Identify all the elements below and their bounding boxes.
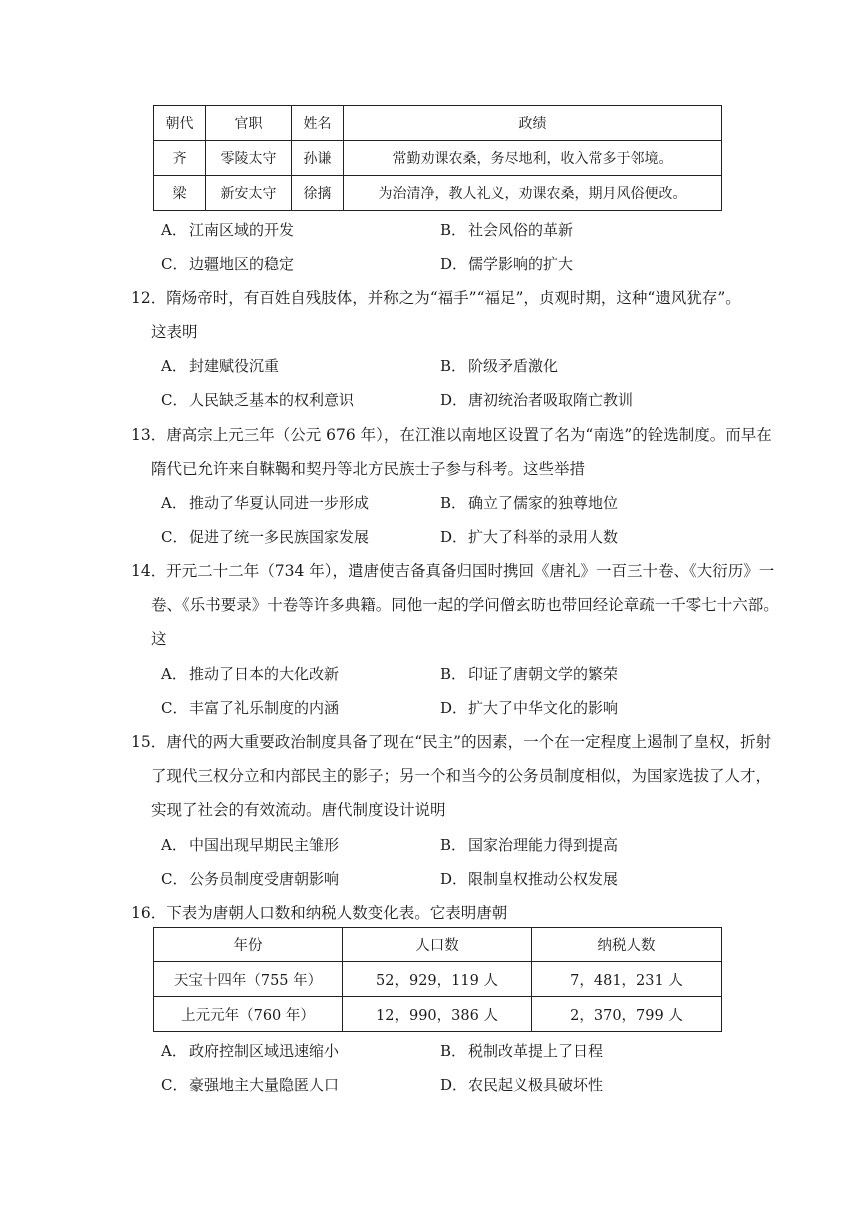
option-label: A． [161, 221, 187, 239]
option-b[interactable] [440, 219, 573, 240]
option-label: D． [440, 699, 468, 717]
option-label: B． [440, 665, 467, 683]
population-table [153, 927, 722, 1032]
option-label: C． [161, 699, 188, 717]
table-cell: 为治清净，教人礼义，劝课农桑，期月风俗便改。 [344, 176, 722, 211]
option-b[interactable] [440, 492, 618, 513]
question-13-stem [131, 418, 772, 486]
option-text: 丰富了礼乐制度的内涵 [189, 699, 340, 717]
option-label: C． [161, 255, 188, 273]
option-b[interactable] [440, 834, 618, 855]
option-label: A． [161, 665, 187, 683]
option-c[interactable] [161, 526, 369, 547]
option-text: 封建赋役沉重 [189, 357, 280, 375]
stem-line: 14．开元二十二年（734 年），遣唐使吉备真备归国时携回《唐礼》一百三十卷、《大衍历》一 [131, 562, 775, 580]
table-cell: 2，370，799 人 [532, 997, 722, 1032]
option-d[interactable] [440, 389, 633, 410]
table-row [154, 141, 722, 176]
option-a[interactable] [161, 355, 279, 376]
option-text: 江南区域的开发 [189, 221, 295, 239]
table-cell: 新安太守 [206, 176, 292, 211]
option-label: C． [161, 1076, 188, 1094]
option-a[interactable] [161, 834, 339, 855]
table-cell: 孙谦 [292, 141, 344, 176]
option-text: 国家治理能力得到提高 [468, 836, 619, 854]
option-text: 推动了华夏认同进一步形成 [189, 494, 370, 512]
table-row [154, 962, 722, 997]
option-label: A． [161, 1042, 187, 1060]
option-label: D． [440, 1076, 468, 1094]
option-label: D． [440, 528, 468, 546]
option-text: 限制皇权推动公权发展 [468, 870, 619, 888]
option-d[interactable] [440, 253, 573, 274]
table-cell: 徐摛 [292, 176, 344, 211]
header-cell: 朝代 [154, 106, 206, 141]
option-a[interactable] [161, 663, 339, 684]
table-cell: 天宝十四年（755 年） [154, 962, 343, 997]
option-label: B． [440, 494, 467, 512]
option-text: 确立了儒家的独尊地位 [468, 494, 619, 512]
option-text: 税制改革提上了日程 [468, 1042, 604, 1060]
option-text: 印证了唐朝文学的繁荣 [468, 665, 619, 683]
option-label: D． [440, 870, 468, 888]
option-text: 推动了日本的大化改新 [189, 665, 340, 683]
option-text: 中国出现早期民主雏形 [189, 836, 340, 854]
table-cell: 梁 [154, 176, 206, 211]
stem-line: 这 [151, 630, 167, 648]
table-row [154, 176, 722, 211]
header-cell: 纳税人数 [532, 928, 722, 962]
question-14-stem [131, 554, 779, 656]
option-d[interactable] [440, 526, 618, 547]
option-text: 扩大了科举的录用人数 [468, 528, 619, 546]
option-c[interactable] [161, 868, 339, 889]
stem-line: 卷、《乐书要录》十卷等许多典籍。同他一起的学问僧玄昉也带回经论章疏一千零七十六部。 [151, 596, 779, 614]
option-text: 唐初统治者吸取隋亡教训 [468, 391, 634, 409]
option-a[interactable] [161, 219, 294, 240]
table-cell: 零陵太守 [206, 141, 292, 176]
header-cell: 人口数 [343, 928, 532, 962]
option-text: 促进了统一多民族国家发展 [189, 528, 370, 546]
officials-table [153, 105, 722, 211]
table-header-row [154, 106, 722, 141]
stem-line: 16．下表为唐朝人口数和纳税人数变化表。它表明唐朝 [131, 904, 508, 922]
question-16-stem [131, 896, 507, 930]
table-cell: 52，929，119 人 [343, 962, 532, 997]
option-c[interactable] [161, 697, 339, 718]
option-text: 社会风俗的革新 [468, 221, 574, 239]
option-c[interactable] [161, 389, 354, 410]
option-text: 阶级矛盾激化 [468, 357, 559, 375]
option-label: C． [161, 528, 188, 546]
option-label: B． [440, 1042, 467, 1060]
option-d[interactable] [440, 868, 618, 889]
stem-line: 这表明 [151, 323, 198, 341]
option-label: C． [161, 391, 188, 409]
option-text: 扩大了中华文化的影响 [468, 699, 619, 717]
stem-line: 实现了社会的有效流动。唐代制度设计说明 [151, 801, 446, 819]
option-label: A． [161, 836, 187, 854]
stem-line: 13．唐高宗上元三年（公元 676 年），在江淮以南地区设置了名为“南选”的铨选制度。而早在 [131, 426, 772, 444]
option-d[interactable] [440, 697, 618, 718]
option-b[interactable] [440, 663, 618, 684]
option-label: D． [440, 391, 468, 409]
header-cell: 年份 [154, 928, 343, 962]
option-text: 政府控制区域迅速缩小 [189, 1042, 340, 1060]
option-b[interactable] [440, 1040, 603, 1061]
option-text: 豪强地主大量隐匿人口 [189, 1076, 340, 1094]
option-label: A． [161, 494, 187, 512]
option-text: 农民起义极具破坏性 [468, 1076, 604, 1094]
option-label: B． [440, 836, 467, 854]
option-label: C． [161, 870, 188, 888]
option-text: 人民缺乏基本的权利意识 [189, 391, 355, 409]
option-label: B． [440, 221, 467, 239]
option-text: 边疆地区的稳定 [189, 255, 295, 273]
option-a[interactable] [161, 492, 369, 513]
stem-line: 了现代三权分立和内部民主的影子；另一个和当今的公务员制度相似，为国家选拔了人才， [151, 767, 772, 785]
option-text: 儒学影响的扩大 [468, 255, 574, 273]
question-15-stem [131, 725, 771, 827]
table-cell: 常勤劝课农桑，务尽地利，收入常多于邻境。 [344, 141, 722, 176]
stem-line: 12．隋炀帝时，有百姓自残肢体，并称之为“福手”“福足”，贞观时期，这种“遗风犹存”。 [131, 289, 741, 307]
option-label: A． [161, 357, 187, 375]
table-cell: 7，481，231 人 [532, 962, 722, 997]
table-cell: 12，990，386 人 [343, 997, 532, 1032]
header-cell: 政绩 [344, 106, 722, 141]
option-c[interactable] [161, 253, 294, 274]
question-12-stem [131, 281, 741, 349]
table-cell: 齐 [154, 141, 206, 176]
stem-line: 15．唐代的两大重要政治制度具备了现在“民主”的因素，一个在一定程度上遏制了皇权，折射 [131, 733, 772, 751]
table-cell: 上元元年（760 年） [154, 997, 343, 1032]
stem-line: 隋代已允许来自靺鞨和契丹等北方民族士子参与科考。这些举措 [151, 460, 586, 478]
header-cell: 姓名 [292, 106, 344, 141]
table-header-row [154, 928, 722, 962]
option-label: B． [440, 357, 467, 375]
option-text: 公务员制度受唐朝影响 [189, 870, 340, 888]
option-d[interactable] [440, 1074, 603, 1095]
option-c[interactable] [161, 1074, 339, 1095]
option-b[interactable] [440, 355, 558, 376]
option-a[interactable] [161, 1040, 339, 1061]
option-label: D． [440, 255, 468, 273]
table-row [154, 997, 722, 1032]
header-cell: 官职 [206, 106, 292, 141]
